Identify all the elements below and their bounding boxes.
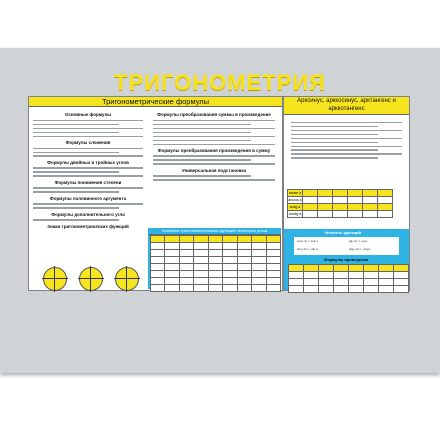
arc-label: arctg a bbox=[288, 204, 303, 211]
parity-header: Четность функций bbox=[324, 230, 361, 235]
section-title: Формулы преобразования произведения в сумму bbox=[157, 147, 271, 153]
arc-label: arcctg a bbox=[288, 212, 302, 216]
signs-circle-sin bbox=[43, 267, 67, 291]
reduction-table bbox=[288, 264, 409, 293]
reduction-header: Формулы приведения bbox=[324, 257, 369, 262]
arc-formulas bbox=[287, 119, 406, 161]
section-title: Формулы двойных и тройных углов bbox=[47, 159, 129, 165]
parity-line: ctg(−α) = −ctg α bbox=[349, 247, 371, 251]
basic-formulas-column bbox=[29, 109, 147, 229]
arc-label: arccos a bbox=[288, 198, 302, 202]
section-title: Универсальная подстановка bbox=[181, 167, 247, 173]
signs-circle-tg bbox=[115, 267, 139, 291]
section-title: Формулы дополнительного угла bbox=[51, 211, 125, 217]
poster-title: ТРИГОНОМЕТРИЯ bbox=[114, 70, 326, 95]
parity-lines bbox=[294, 237, 399, 255]
values-table-header: Значения тригонометрических функций некоторых углов bbox=[148, 228, 281, 235]
arc-label: arcsin a bbox=[288, 191, 302, 195]
arc-table bbox=[287, 189, 393, 218]
signs-circle-cos bbox=[79, 267, 103, 291]
formulas-panel bbox=[28, 96, 283, 291]
section-title: Формулы понижения степени bbox=[54, 179, 122, 185]
transform-column bbox=[149, 109, 279, 183]
values-grid bbox=[150, 235, 281, 292]
values-table bbox=[148, 228, 281, 289]
section-title: Формулы преобразования суммы в произведение bbox=[157, 112, 271, 117]
arc-header: Арксинус, арккосинус, арктангенс и арккотангенс bbox=[284, 97, 409, 115]
section-title: Основные формулы bbox=[64, 112, 112, 117]
parity-line: tg(−α) = −tg α bbox=[349, 239, 368, 243]
parity-box bbox=[284, 229, 409, 290]
parity-line: cos(−α) = cos α bbox=[297, 239, 318, 243]
section-title: Формулы половинного аргумента bbox=[49, 195, 127, 201]
formulas-header: Тригонометрические формулы bbox=[29, 97, 282, 107]
poster bbox=[0, 48, 440, 373]
arc-panel bbox=[283, 96, 410, 291]
section-title: Формулы сложения bbox=[65, 139, 111, 145]
parity-line: sin(−α) = −sin α bbox=[297, 247, 318, 251]
section-title: Знаки тригонометрических функций bbox=[47, 223, 129, 229]
